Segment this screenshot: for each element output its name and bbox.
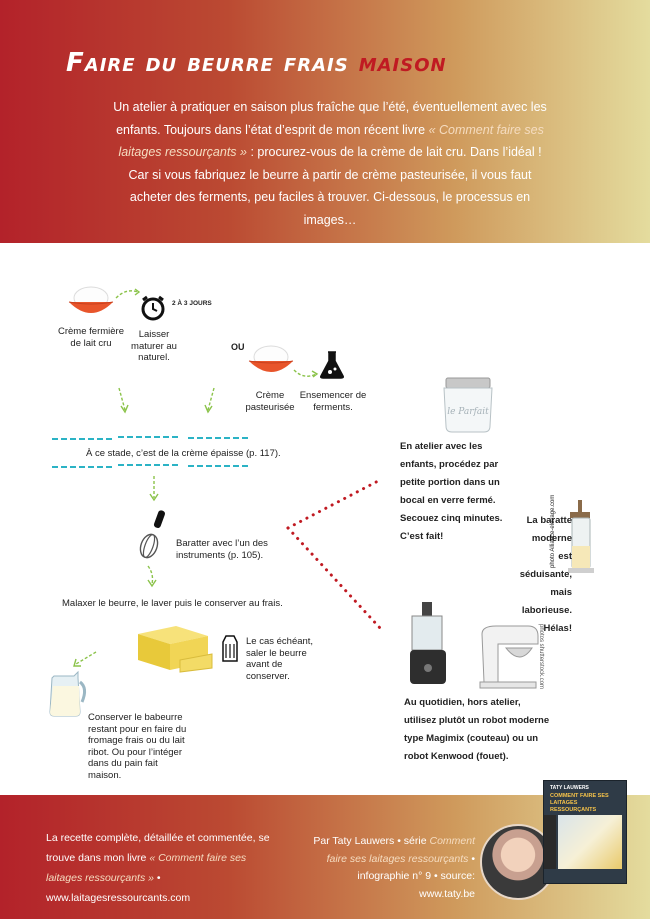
green-arrow-icon bbox=[115, 386, 135, 416]
footer-author: Par Taty Lauwers • série bbox=[313, 835, 430, 847]
footer-right-text bbox=[300, 833, 475, 903]
food-processor-image bbox=[402, 600, 458, 690]
buttermilk-jug-image bbox=[44, 668, 90, 720]
book-title: COMMENT FAIRE SES LAITAGES RESSOURÇANTS bbox=[550, 793, 609, 813]
butter-block-image bbox=[132, 622, 214, 674]
intro-book-title: « Comment faire ses laitages ressourçants » bbox=[118, 122, 544, 159]
thickened-cream-label: À ce stade, c’est de la crème épaisse (p. 117). bbox=[86, 448, 281, 459]
or-label: OU bbox=[231, 342, 245, 352]
divider-line bbox=[188, 465, 250, 467]
green-arrow-icon bbox=[144, 564, 160, 588]
whisk-icon bbox=[136, 508, 172, 560]
green-arrow-icon bbox=[292, 366, 320, 380]
intro-text-2: : procurez-vous de la crème de lait cru. Dans l’idéal ! Car si vous fabriquez le beurre à partir de crème pasteurisée, il vous faut acheter des ferments, peu faciles à trouver. Ci-dessous, le processus en images… bbox=[128, 145, 542, 227]
footer-book-title: « Comment faire ses laitages ressourçants » bbox=[46, 852, 247, 884]
footer-series: Comment faire ses laitages ressourçants bbox=[326, 835, 475, 865]
divider-line bbox=[188, 437, 250, 439]
mature-label: Laisser maturer au naturel. bbox=[131, 329, 177, 363]
footer-left-text-1: La recette complète, détaillée et commentée, se trouve dans mon livre bbox=[46, 832, 270, 864]
book-author: TATY LAUWERS bbox=[550, 785, 589, 791]
buttermilk-label: Conserver le babeurre restant pour en faire du fromage frais ou du lait ribot. Ou pour l’intéger dans du pain fait maison. bbox=[88, 712, 187, 781]
divider-line bbox=[118, 436, 180, 438]
flask-icon bbox=[318, 350, 346, 380]
stand-mixer-image bbox=[476, 622, 542, 692]
page-title bbox=[66, 48, 626, 78]
raw-cream-label: Crème fermière de lait cru bbox=[58, 326, 124, 349]
robots-text: Au quotidien, hors atelier, utilisez plutôt un robot moderne type Magimix (couteau) ou un robot Kenwood (fouet). bbox=[404, 697, 550, 762]
knead-label: Malaxer le beurre, le laver puis le conserver au frais. bbox=[62, 598, 283, 609]
baratte-text: La baratte moderne est séduisante, mais laborieuse. Hélas! bbox=[519, 515, 572, 634]
footer-source: • infographie n° 9 • source: www.taty.be bbox=[357, 852, 475, 900]
book-cover-image bbox=[543, 780, 627, 884]
salt-label: Le cas échéant, saler le beurre avant de conserver. bbox=[246, 636, 314, 682]
divider-line bbox=[52, 466, 114, 468]
green-arrow-icon bbox=[198, 386, 218, 416]
salt-shaker-icon bbox=[220, 634, 240, 664]
book-spine-band bbox=[544, 815, 556, 869]
green-arrow-icon bbox=[70, 650, 100, 670]
title-accent: maison bbox=[358, 48, 447, 78]
days-label: 2 À 3 JOURS bbox=[172, 300, 212, 307]
pasteurised-label: Crème pasteurisée bbox=[245, 390, 295, 413]
book-cover-photo bbox=[558, 815, 622, 869]
baratte-credit: photo Alliance-elevage.com bbox=[550, 494, 556, 568]
footer-website: • www.laitagesressourcants.com bbox=[46, 872, 191, 904]
robots-credit: photos shutterstock.com bbox=[538, 624, 544, 690]
green-arrow-icon bbox=[114, 286, 142, 300]
divider-line bbox=[52, 438, 114, 440]
cream-bowl-icon bbox=[66, 284, 116, 324]
intro-paragraph bbox=[110, 96, 550, 231]
green-arrow-icon bbox=[146, 474, 162, 504]
footer-left-text bbox=[46, 828, 276, 908]
svg-text:le Parfait: le Parfait bbox=[447, 407, 489, 417]
title-main: Faire du beurre frais bbox=[66, 48, 349, 78]
intro-text-1: Un atelier à pratiquer en saison plus fraîche que l’été, éventuellement avec les enfants. Toujours dans l’état d’esprit de mon récent livre bbox=[113, 100, 547, 137]
churn-label: Baratter avec l’un des instruments (p. 105). bbox=[176, 538, 268, 561]
jar-text: En atelier avec les enfants, procédez par petite portion dans un bocal en verre fermé. Secouez cinq minutes. C’est fait! bbox=[400, 441, 503, 542]
connector-dots bbox=[284, 476, 384, 632]
ferments-label: Ensemencer de ferments. bbox=[299, 390, 367, 413]
divider-line bbox=[118, 464, 180, 466]
glass-jar-image bbox=[440, 376, 496, 434]
alarm-clock-icon bbox=[139, 294, 167, 322]
pasteurised-bowl-icon bbox=[246, 343, 296, 383]
